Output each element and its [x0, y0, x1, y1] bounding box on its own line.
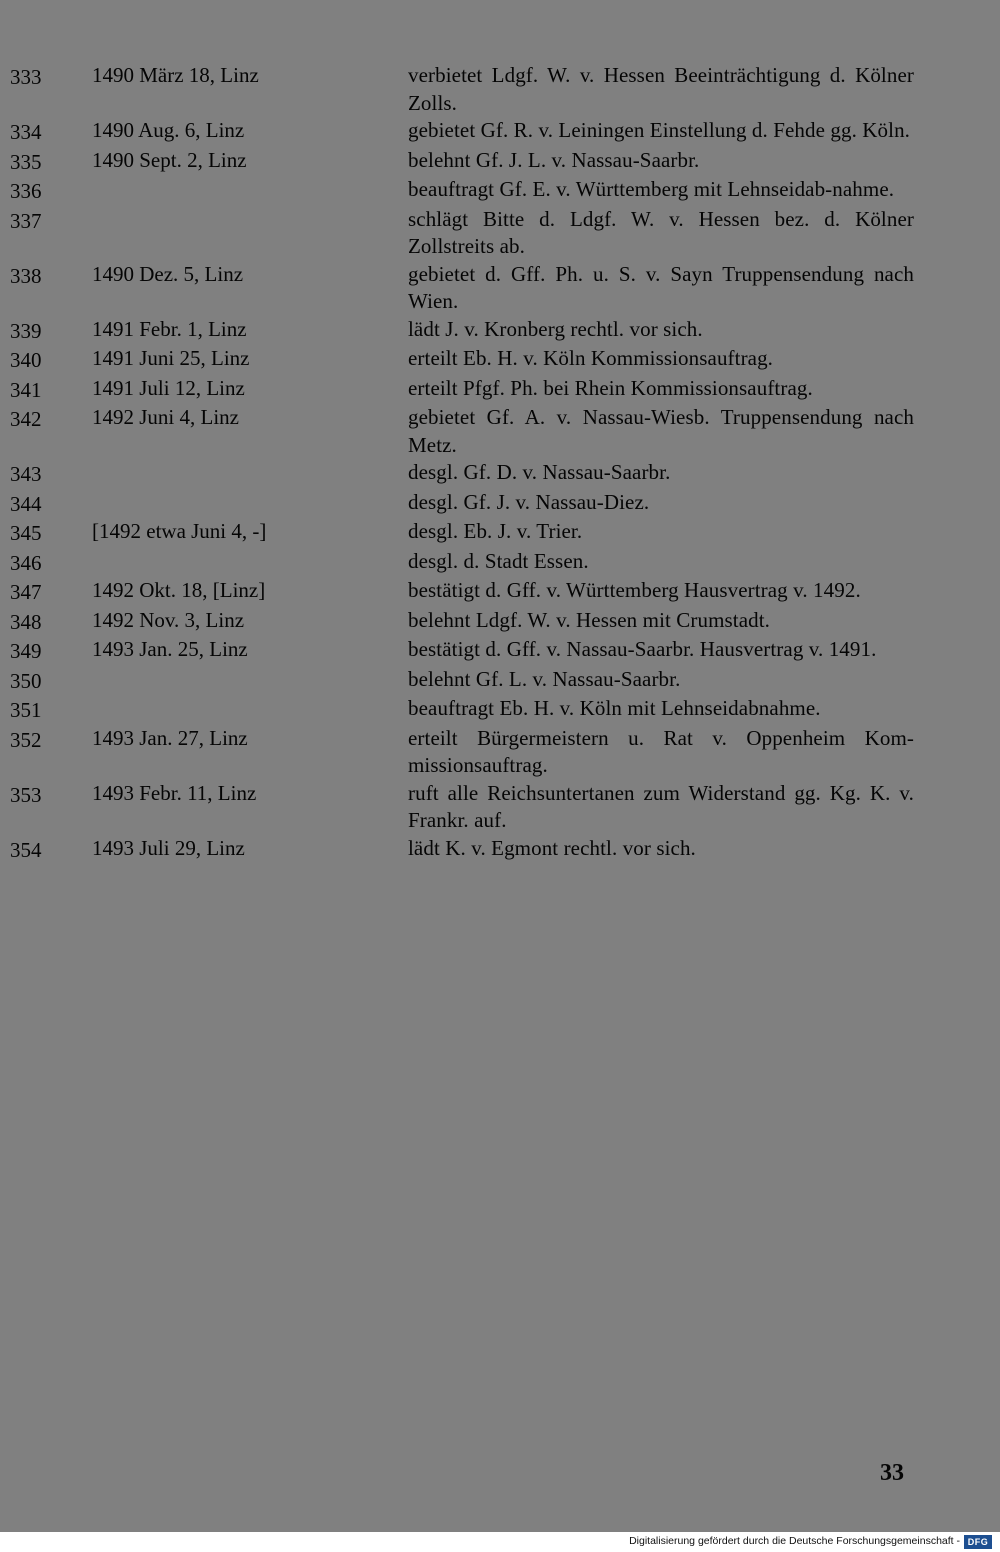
- register-entry: [0, 404, 1000, 459]
- entry-date: 1492 Juni 4, Linz: [92, 405, 239, 429]
- register-entry: [0, 176, 1000, 206]
- entry-number: 338: [10, 263, 42, 288]
- entry-date: 1493 Juli 29, Linz: [92, 835, 245, 860]
- entry-text: ruft alle Reichsuntertanen zum Widerstand gg. Kg. K. v. Frankr. auf.: [408, 780, 914, 832]
- entry-text: erteilt Bürgermeistern u. Rat v. Oppenheim Kom-missionsauftrag.: [408, 725, 914, 777]
- entry-text: lädt J. v. Kronberg rechtl. vor sich.: [408, 316, 703, 341]
- register-entry: [0, 459, 1000, 489]
- register-entry: [0, 548, 1000, 578]
- entry-date: 1491 Febr. 1, Linz: [92, 316, 247, 341]
- register-entry: [0, 835, 1000, 865]
- entry-text: schlägt Bitte d. Ldgf. W. v. Hessen bez. d. Kölner Zollstreits ab.: [408, 206, 914, 258]
- entry-text: lädt K. v. Egmont rechtl. vor sich.: [408, 835, 696, 860]
- entry-number: 334: [10, 120, 42, 144]
- entry-text: beauftragt Gf. E. v. Württemberg mit Lehnseidab-nahme.: [408, 177, 895, 201]
- dfg-logo-icon: DFG: [964, 1535, 992, 1549]
- entry-text: gebietet d. Gff. Ph. u. S. v. Sayn Truppensendung nach Wien.: [408, 261, 914, 313]
- register-entry: [0, 316, 1000, 346]
- entry-number: 340: [10, 348, 42, 372]
- entry-date: [1492 etwa Juni 4, -]: [92, 519, 267, 543]
- entry-number: 352: [10, 727, 42, 752]
- entry-date: 1490 März 18, Linz: [92, 63, 259, 87]
- entry-number: 353: [10, 782, 42, 807]
- entry-number: 343: [10, 462, 42, 486]
- entry-number: 337: [10, 208, 42, 233]
- entry-number: 333: [10, 65, 42, 89]
- register-entry: [0, 518, 1000, 548]
- entry-date: 1490 Sept. 2, Linz: [92, 147, 247, 172]
- entry-date: 1490 Dez. 5, Linz: [92, 261, 244, 286]
- entry-number: 354: [10, 837, 42, 862]
- footer-credit: Digitalisierung gefördert durch die Deutsche Forschungsgemeinschaft -: [629, 1535, 960, 1547]
- entry-date: 1491 Juli 12, Linz: [92, 375, 245, 400]
- entry-date: 1492 Okt. 18, [Linz]: [92, 578, 266, 602]
- entry-text: verbietet Ldgf. W. v. Hessen Beeinträchtigung d. Kölner Zolls.: [408, 63, 914, 115]
- entry-text: desgl. Gf. J. v. Nassau-Diez.: [408, 489, 650, 514]
- entry-number: 342: [10, 407, 42, 431]
- entry-number: 346: [10, 550, 42, 575]
- entry-date: 1493 Febr. 11, Linz: [92, 780, 257, 805]
- entry-text: gebietet Gf. A. v. Nassau-Wiesb. Truppensendung nach Metz.: [408, 405, 914, 457]
- entry-text: belehnt Gf. L. v. Nassau-Saarbr.: [408, 666, 681, 691]
- register-list: [0, 62, 1000, 864]
- entry-text: desgl. d. Stadt Essen.: [408, 548, 589, 573]
- register-entry: [0, 577, 1000, 607]
- entry-date: 1493 Jan. 25, Linz: [92, 637, 248, 661]
- entry-date: 1490 Aug. 6, Linz: [92, 118, 245, 142]
- entry-number: 341: [10, 377, 42, 402]
- entry-number: 349: [10, 639, 42, 663]
- register-entry: [0, 206, 1000, 261]
- entry-number: 336: [10, 179, 42, 203]
- entry-text: bestätigt d. Gff. v. Nassau-Saarbr. Hausvertrag v. 1491.: [408, 637, 877, 661]
- entry-number: 351: [10, 698, 42, 722]
- register-entry: [0, 62, 1000, 117]
- entry-text: belehnt Gf. J. L. v. Nassau-Saarbr.: [408, 147, 700, 172]
- register-entry: [0, 666, 1000, 696]
- entry-text: gebietet Gf. R. v. Leiningen Einstellung d. Fehde gg. Köln.: [408, 118, 911, 142]
- register-entry: [0, 375, 1000, 405]
- entry-number: 350: [10, 668, 42, 693]
- register-entry: [0, 345, 1000, 375]
- entry-number: 345: [10, 521, 42, 545]
- entry-text: belehnt Ldgf. W. v. Hessen mit Crumstadt.: [408, 607, 771, 632]
- register-entry: [0, 261, 1000, 316]
- digitization-footer: [0, 1532, 1000, 1552]
- entry-text: erteilt Pfgf. Ph. bei Rhein Kommissionsauftrag.: [408, 375, 813, 400]
- page-number: 33: [880, 1460, 904, 1486]
- entry-date: 1493 Jan. 27, Linz: [92, 725, 248, 750]
- entry-text: erteilt Eb. H. v. Köln Kommissionsauftrag.: [408, 346, 774, 370]
- register-entry: [0, 695, 1000, 725]
- register-entry: [0, 117, 1000, 147]
- entry-date: 1492 Nov. 3, Linz: [92, 607, 245, 632]
- entry-number: 335: [10, 149, 42, 174]
- entry-number: 348: [10, 609, 42, 634]
- entry-number: 339: [10, 318, 42, 343]
- register-entry: [0, 489, 1000, 519]
- register-entry: [0, 780, 1000, 835]
- entry-date: 1491 Juni 25, Linz: [92, 346, 250, 370]
- entry-number: 344: [10, 491, 42, 516]
- register-entry: [0, 607, 1000, 637]
- entry-number: 347: [10, 580, 42, 604]
- register-entry: [0, 725, 1000, 780]
- register-entry: [0, 636, 1000, 666]
- register-entry: [0, 147, 1000, 177]
- entry-text: beauftragt Eb. H. v. Köln mit Lehnseidabnahme.: [408, 696, 821, 720]
- entry-text: desgl. Eb. J. v. Trier.: [408, 519, 583, 543]
- entry-text: bestätigt d. Gff. v. Württemberg Hausvertrag v. 1492.: [408, 578, 861, 602]
- entry-text: desgl. Gf. D. v. Nassau-Saarbr.: [408, 460, 671, 484]
